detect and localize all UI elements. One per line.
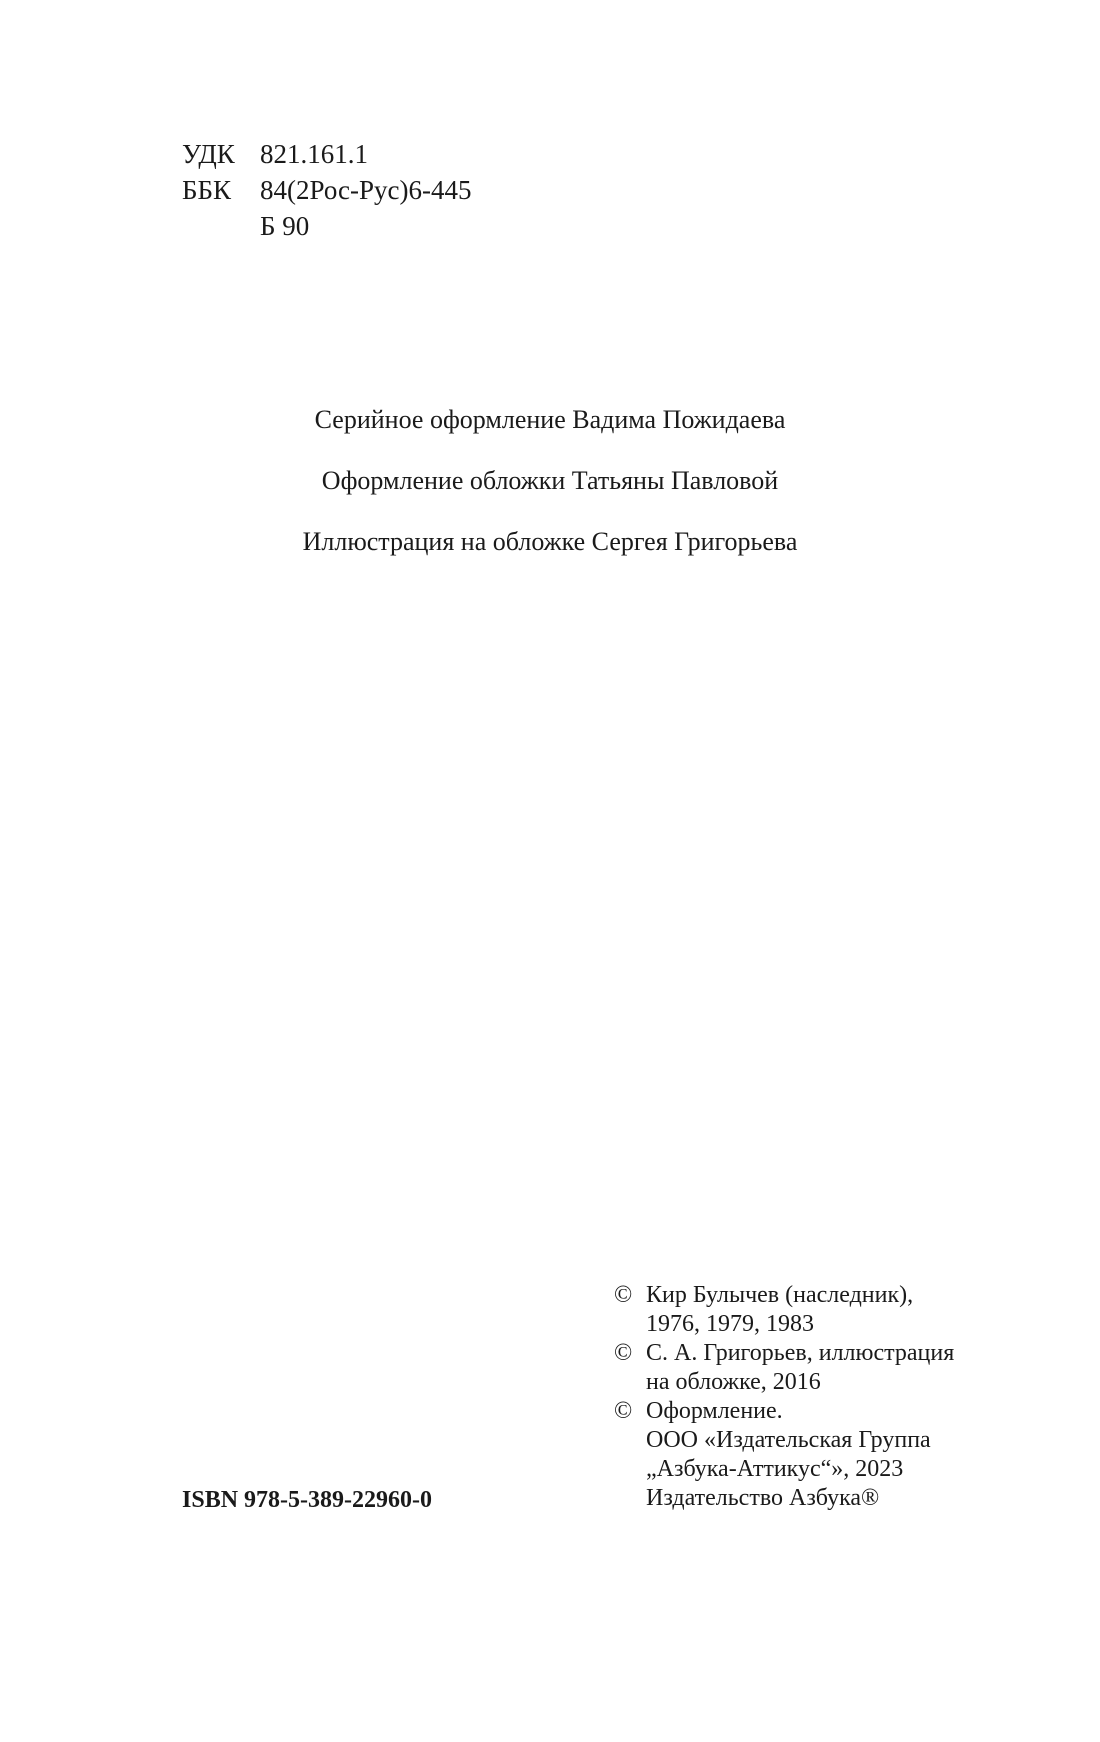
cover-illustration-credit: Иллюстрация на обложке Сергея Григорьева bbox=[302, 527, 798, 556]
udk-row bbox=[182, 136, 471, 172]
author-mark-value: Б 90 bbox=[260, 211, 310, 241]
copyright-line: Издательство Азбука® bbox=[646, 1485, 880, 1511]
cover-design-credit: Оформление обложки Татьяны Павловой bbox=[321, 466, 779, 495]
bbk-value: 84(2Рос-Рус)6-445 bbox=[260, 175, 472, 205]
copyright-entry-author bbox=[614, 1281, 954, 1339]
bbk-label: ББК bbox=[182, 175, 232, 205]
author-mark-row bbox=[182, 208, 471, 244]
series-design-credit: Серийное оформление Вадима Пожидаева bbox=[314, 405, 786, 434]
design-credits bbox=[0, 400, 1100, 583]
bbk-row bbox=[182, 172, 471, 208]
copyright-entry-design bbox=[614, 1397, 954, 1513]
copyright-sign: © bbox=[614, 1282, 633, 1308]
copyright-line: Оформление. bbox=[646, 1398, 783, 1424]
classification-block bbox=[182, 136, 471, 244]
copyright-line: Кир Булычев (наследник), bbox=[646, 1282, 914, 1308]
copyright-entry-illustration bbox=[614, 1339, 954, 1397]
copyright-line: ООО «Издательская Группа bbox=[646, 1427, 931, 1453]
udk-value: 821.161.1 bbox=[260, 139, 368, 169]
author-mark-label bbox=[182, 208, 260, 244]
copyright-line: 1976, 1979, 1983 bbox=[646, 1311, 814, 1337]
isbn-number: ISBN 978-5-389-22960-0 bbox=[182, 1487, 432, 1513]
copyright-line: С. А. Григорьев, иллюстрация bbox=[646, 1340, 955, 1366]
copyright-sign: © bbox=[614, 1340, 633, 1366]
udk-label: УДК bbox=[182, 139, 235, 169]
copyright-line: на обложке, 2016 bbox=[646, 1369, 821, 1395]
copyright-line: „Азбука-Аттикус“», 2023 bbox=[646, 1456, 904, 1482]
copyright-block bbox=[614, 1281, 954, 1513]
copyright-sign: © bbox=[614, 1398, 633, 1424]
